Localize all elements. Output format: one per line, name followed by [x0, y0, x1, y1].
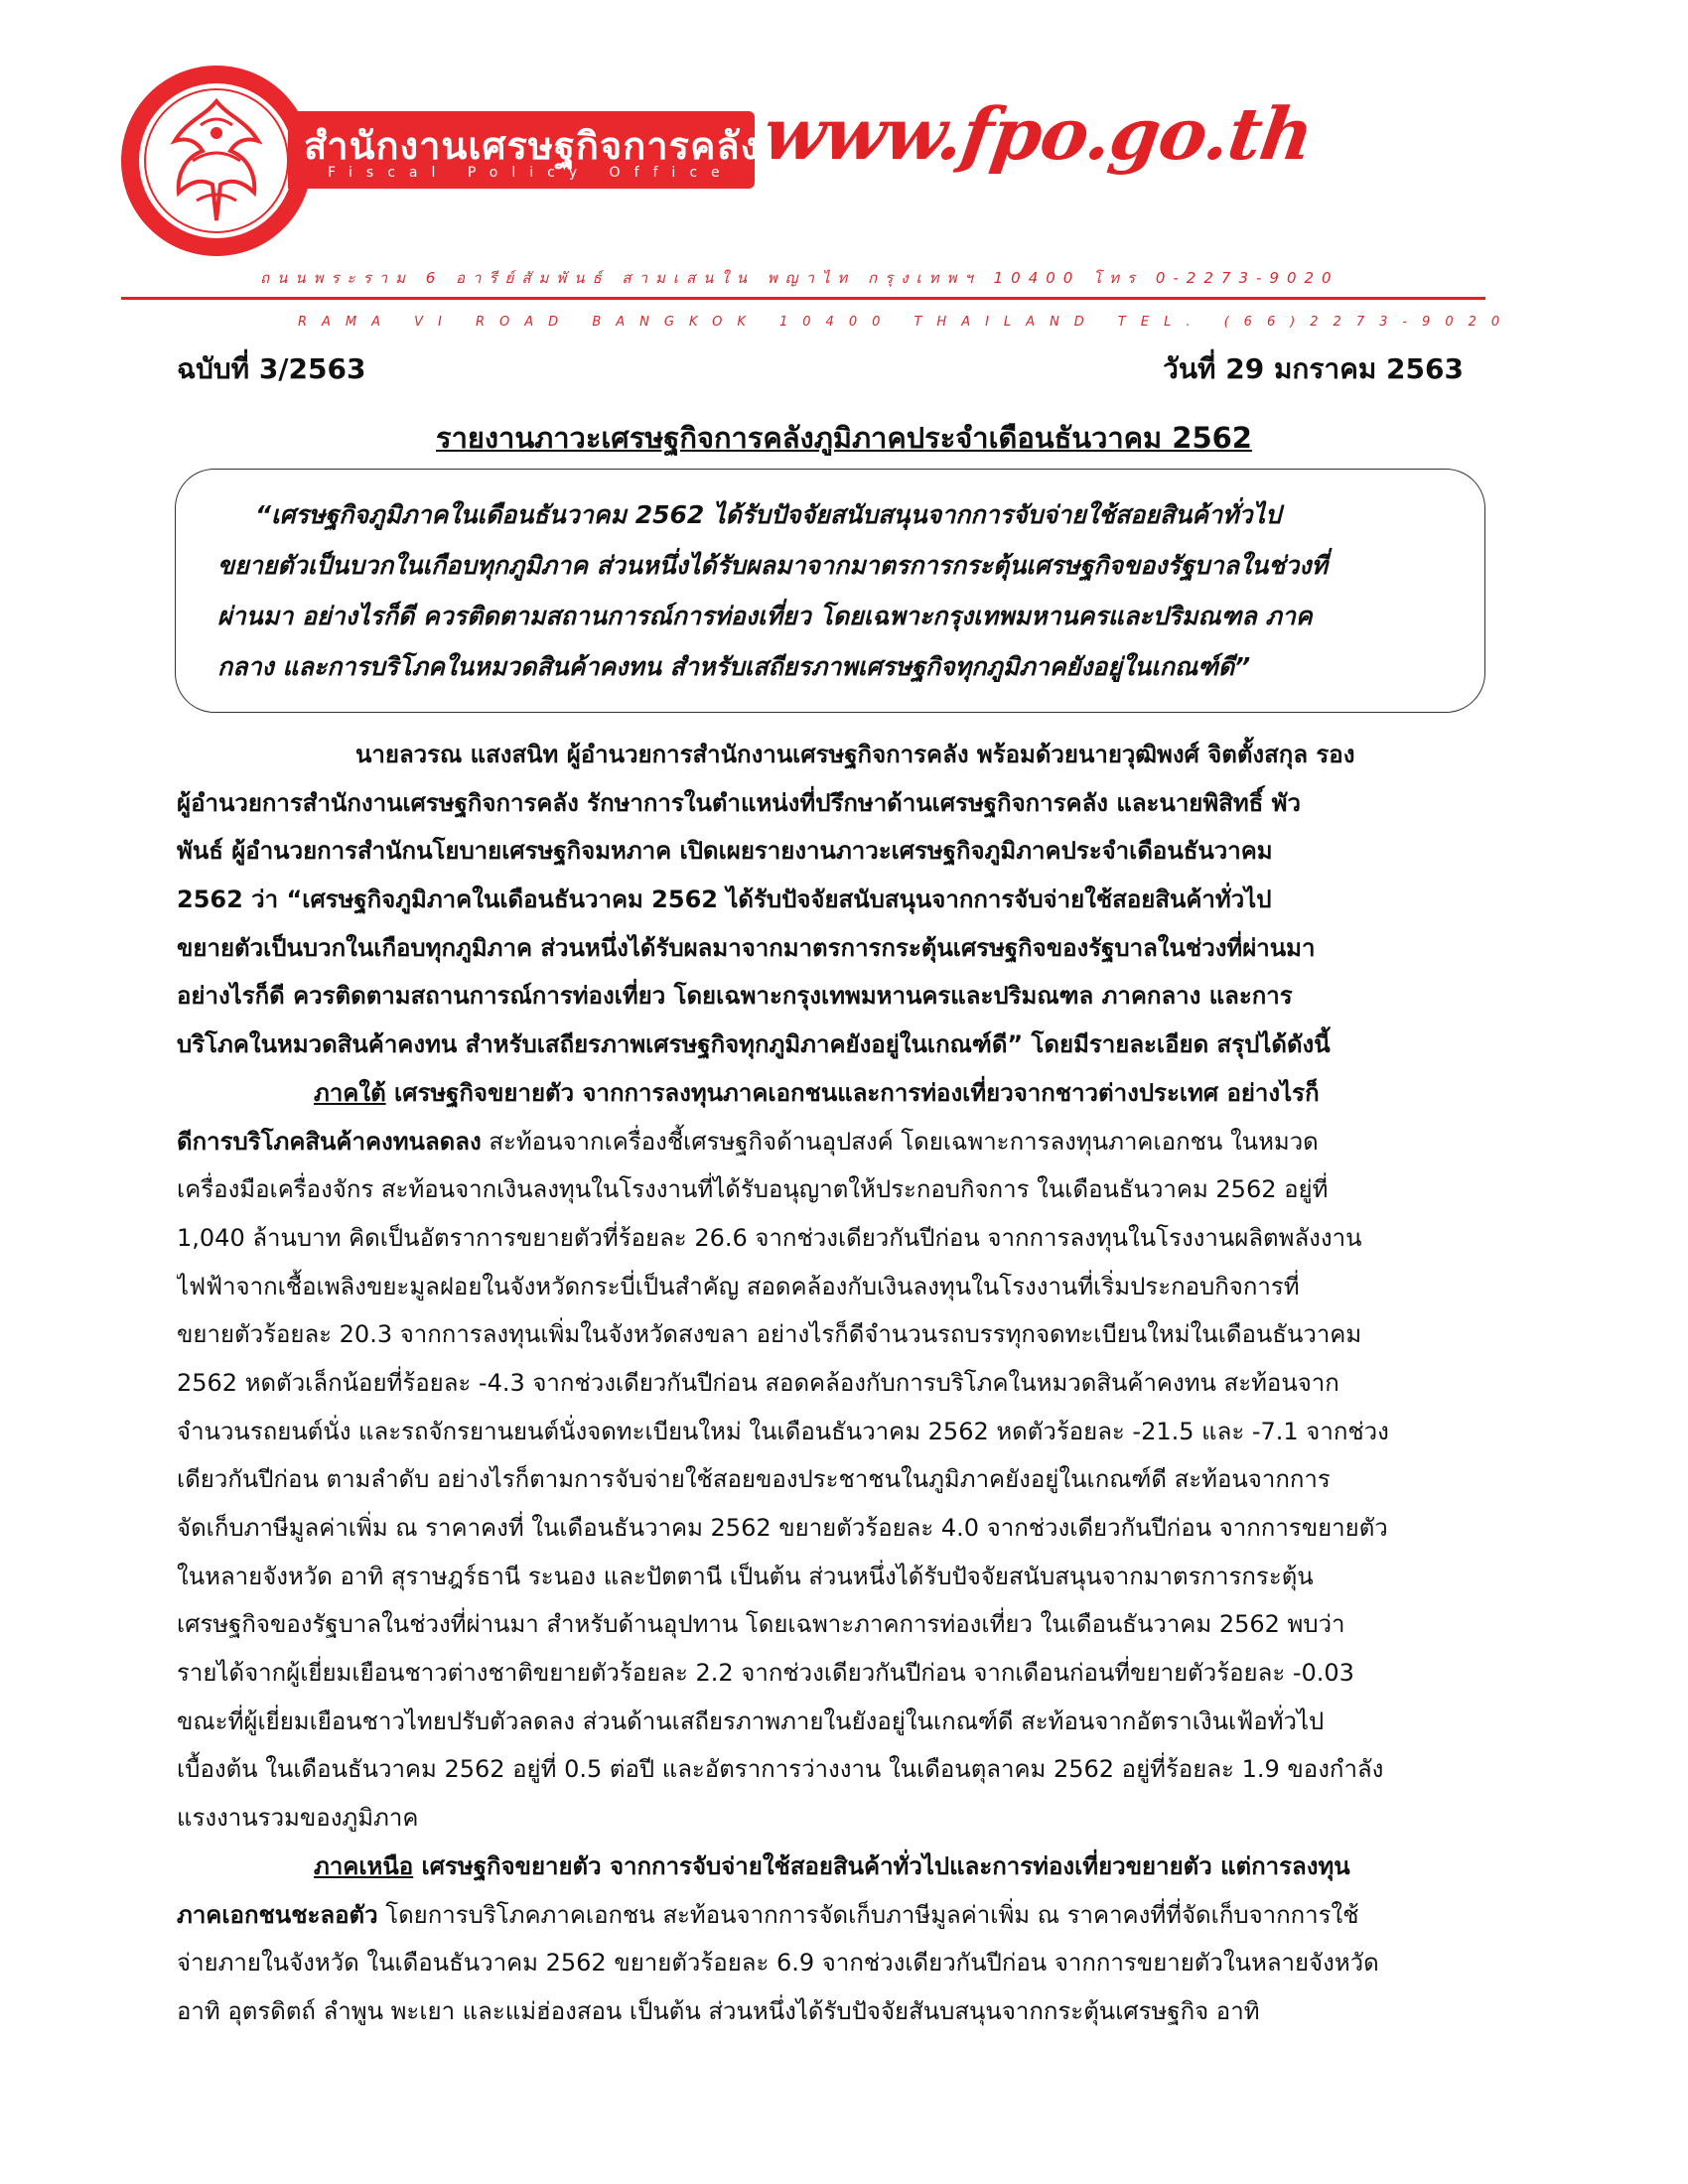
south-line: ขยายตัวร้อยละ 20.3 จากการลงทุนเพิ่มในจังหวัดสงขลา อย่างไรก็ดีจำนวนรถบรรทุกจดทะเบียนใหม่ในเดือนธันวาคม	[177, 1320, 1362, 1349]
south-lead-text: เศรษฐกิจขยายตัว จากการลงทุนภาคเอกชนและการท่องเที่ยวจากชาวต่างประเทศ อย่างไรก็	[385, 1078, 1320, 1107]
south-line: รายได้จากผู้เยี่ยมเยือนชาวต่างชาติขยายตัวร้อยละ 2.2 จากช่วงเดียวกันปีก่อน จากเดือนก่อนที่ขยายตัวร้อยละ -0.03	[177, 1659, 1354, 1688]
fpo-seal-logo	[117, 62, 316, 260]
south-line-rest: สะท้อนจากเครื่องชี้เศรษฐกิจด้านอุปสงค์ โดยเฉพาะการลงทุนภาคเอกชน ในหมวด	[481, 1127, 1319, 1156]
north-line: อาทิ อุตรดิตถ์ ลำพูน พะเยา และแม่ฮ่องสอน เป็นต้น ส่วนหนึ่งได้รับปัจจัยสันบสนุนจากกระตุ้นเศรษฐกิจ อาทิ	[177, 1996, 1260, 2025]
south-line: เบื้องต้น ในเดือนธันวาคม 2562 อยู่ที่ 0.5 ต่อปี และอัตราการว่างงาน ในเดือนตุลาคม 2562 อยู่ที่ร้อยละ 1.9 ของกำลัง	[177, 1755, 1384, 1784]
south-line: ไฟฟ้าจากเชื้อเพลิงขยะมูลฝอยในจังหวัดกระบี่เป็นสำคัญ สอดคล้องกับเงินลงทุนในโรงงานที่เริ่มประกอบกิจการที่	[177, 1272, 1300, 1300]
intro-line: พันธ์ ผู้อำนวยการสำนักนโยบายเศรษฐกิจมหภาค เปิดเผยรายงานภาวะเศรษฐกิจภูมิภาคประจำเดือนธันวาคม	[177, 837, 1273, 866]
north-lead-text: เศรษฐกิจขยายตัว จากการจับจ่ายใช้สอยสินค้าทั่วไปและการท่องเที่ยวขยายตัว แต่การลงทุน	[413, 1851, 1350, 1880]
north-line: จ่ายภายในจังหวัด ในเดือนธันวาคม 2562 ขยายตัวร้อยละ 6.9 จากช่วงเดียวกันปีก่อน จากการขยายตัวในหลายจังหวัด	[177, 1949, 1379, 1978]
north-line-rest: โดยการบริโภคภาคเอกชน สะท้อนจากการจัดเก็บภาษีมูลค่าเพิ่ม ณ ราคาคงที่ที่จัดเก็บจากการใช้	[377, 1900, 1359, 1929]
south-region-heading: ภาคใต้	[314, 1078, 386, 1107]
north-lead-text-cont: ภาคเอกชนชะลอตัว	[177, 1900, 378, 1929]
body-text	[177, 731, 1547, 2036]
document-title: รายงานภาวะเศรษฐกิจการคลังภูมิภาคประจำเดือนธันวาคม 2562	[436, 421, 1252, 455]
intro-line: นายลวรณ แสงสนิท ผู้อำนวยการสำนักงานเศรษฐกิจการคลัง พร้อมด้วยนายวุฒิพงศ์ จิตตั้งสกุล รอง	[355, 741, 1355, 768]
intro-line: อย่างไรก็ดี ควรติดตามสถานการณ์การท่องเที่ยว โดยเฉพาะกรุงเทพมหานครและปริมณฑล ภาคกลาง และการ	[177, 982, 1293, 1011]
south-line: เครื่องมือเครื่องจักร สะท้อนจากเงินลงทุนในโรงงานที่ได้รับอนุญาตให้ประกอบกิจการ ในเดือนธันวาคม 2562 อยู่ที่	[177, 1175, 1329, 1204]
intro-line: ผู้อำนวยการสำนักงานเศรษฐกิจการคลัง รักษาการในตำแหน่งที่ปรึกษาด้านเศรษฐกิจการคลัง และนายพิสิทธิ์ พัว	[177, 788, 1301, 817]
north-region-heading: ภาคเหนือ	[314, 1851, 414, 1880]
south-line: 2562 หดตัวเล็กน้อยที่ร้อยละ -4.3 จากช่วงเดียวกันปีก่อน สอดคล้องกับการบริโภคในหมวดสินค้าคงทน สะท้อนจาก	[177, 1368, 1339, 1397]
letterhead-divider	[121, 297, 1485, 300]
quote-line: ผ่านมา อย่างไรก็ดี ควรติดตามสถานการณ์การท่องเที่ยว โดยเฉพาะกรุงเทพมหานครและปริมณฑล ภาค	[217, 602, 1313, 630]
south-line: เศรษฐกิจของรัฐบาลในช่วงที่ผ่านมา สำหรับด้านอุปทาน โดยเฉพาะภาคการท่องเที่ยว ในเดือนธันวาคม 2562 พบว่า	[177, 1610, 1345, 1639]
address-thai: ถนนพระราม 6 อารีย์สัมพันธ์ สามเสนใน พญาไท กรุงเทพฯ 10400 โทร 0-2273-9020	[260, 269, 1339, 287]
north-line	[177, 1891, 1547, 1940]
issue-date: วันที่ 29 มกราคม 2563	[1163, 352, 1464, 385]
south-line: แรงงานรวมของภูมิภาค	[177, 1804, 419, 1833]
quote-line: กลาง และการบริโภคในหมวดสินค้าคงทน สำหรับเสถียรภาพเศรษฐกิจทุกภูมิภาคยังอยู่ในเกณฑ์ดี”	[217, 652, 1251, 681]
website-url: www.fpo.go.th	[758, 91, 1319, 176]
intro-line: บริโภคในหมวดสินค้าคงทน สำหรับเสถียรภาพเศรษฐกิจทุกภูมิภาคยังอยู่ในเกณฑ์ดี” โดยมีรายละเอียด สรุปได้ดังนี้	[177, 1030, 1331, 1059]
south-lead-text-cont: ดีการบริโภคสินค้าคงทนลดลง	[177, 1127, 482, 1156]
address-english: RAMA VI ROAD BANGKOK 10400 THAILAND TEL. (66)2273-9020	[298, 315, 1515, 330]
intro-line: 2562 ว่า “เศรษฐกิจภูมิภาคในเดือนธันวาคม 2562 ได้รับปัจจัยสนับสนุนจากการจับจ่ายใช้สอยสินค้าทั่วไป	[177, 886, 1272, 914]
quote-line: “เศรษฐกิจภูมิภาคในเดือนธันวาคม 2562 ได้รับปัจจัยสนับสนุนจากการจับจ่ายใช้สอยสินค้าทั่วไป	[255, 500, 1282, 529]
south-section-lead	[177, 1069, 1547, 1118]
summary-quote-box	[175, 469, 1485, 713]
org-name-thai: สำนักงานเศรษฐกิจการคลัง	[304, 124, 761, 168]
north-section-lead	[177, 1843, 1547, 1891]
south-line: 1,040 ล้านบาท คิดเป็นอัตราการขยายตัวที่ร้อยละ 26.6 จากช่วงเดียวกันปีก่อน จากการลงทุนในโรงงานผลิตพลังงาน	[177, 1223, 1362, 1252]
south-line: เดียวกันปีก่อน ตามลำดับ อย่างไรก็ตามการจับจ่ายใช้สอยของประชาชนในภูมิภาคยังอยู่ในเกณฑ์ดี สะท้อนจากการ	[177, 1465, 1331, 1494]
south-line: ขณะที่ผู้เยี่ยมเยือนชาวไทยปรับตัวลดลง ส่วนด้านเสถียรภาพภายในยังอยู่ในเกณฑ์ดี สะท้อนจากอัตราเงินเฟ้อทั่วไป	[177, 1706, 1325, 1735]
south-line: จัดเก็บภาษีมูลค่าเพิ่ม ณ ราคาคงที่ ในเดือนธันวาคม 2562 ขยายตัวร้อยละ 4.0 จากช่วงเดียวกันปีก่อน จากการขยายตัว	[177, 1514, 1388, 1542]
quote-line: ขยายตัวเป็นบวกในเกือบทุกภูมิภาค ส่วนหนึ่งได้รับผลมาจากมาตรการกระตุ้นเศรษฐกิจของรัฐบาลในช่วงที่	[217, 551, 1328, 580]
issue-number: ฉบับที่ 3/2563	[177, 352, 366, 385]
intro-line: ขยายตัวเป็นบวกในเกือบทุกภูมิภาค ส่วนหนึ่งได้รับผลมาจากมาตรการกระตุ้นเศรษฐกิจของรัฐบาลในช่วงที่ผ่านมา	[177, 933, 1316, 962]
south-line: ในหลายจังหวัด อาทิ สุราษฎร์ธานี ระนอง และปัตตานี เป็นต้น ส่วนหนึ่งได้รับปัจจัยสนับสนุนจากมาตรการกระตุ้น	[177, 1562, 1314, 1590]
south-line	[177, 1118, 1547, 1166]
south-line: จำนวนรถยนต์นั่ง และรถจักรยานยนต์นั่งจดทะเบียนใหม่ ในเดือนธันวาคม 2562 หดตัวร้อยละ -21.5 และ -7.1 จากช่วง	[177, 1417, 1389, 1445]
org-name-english: Fiscal Policy Office	[328, 165, 734, 181]
